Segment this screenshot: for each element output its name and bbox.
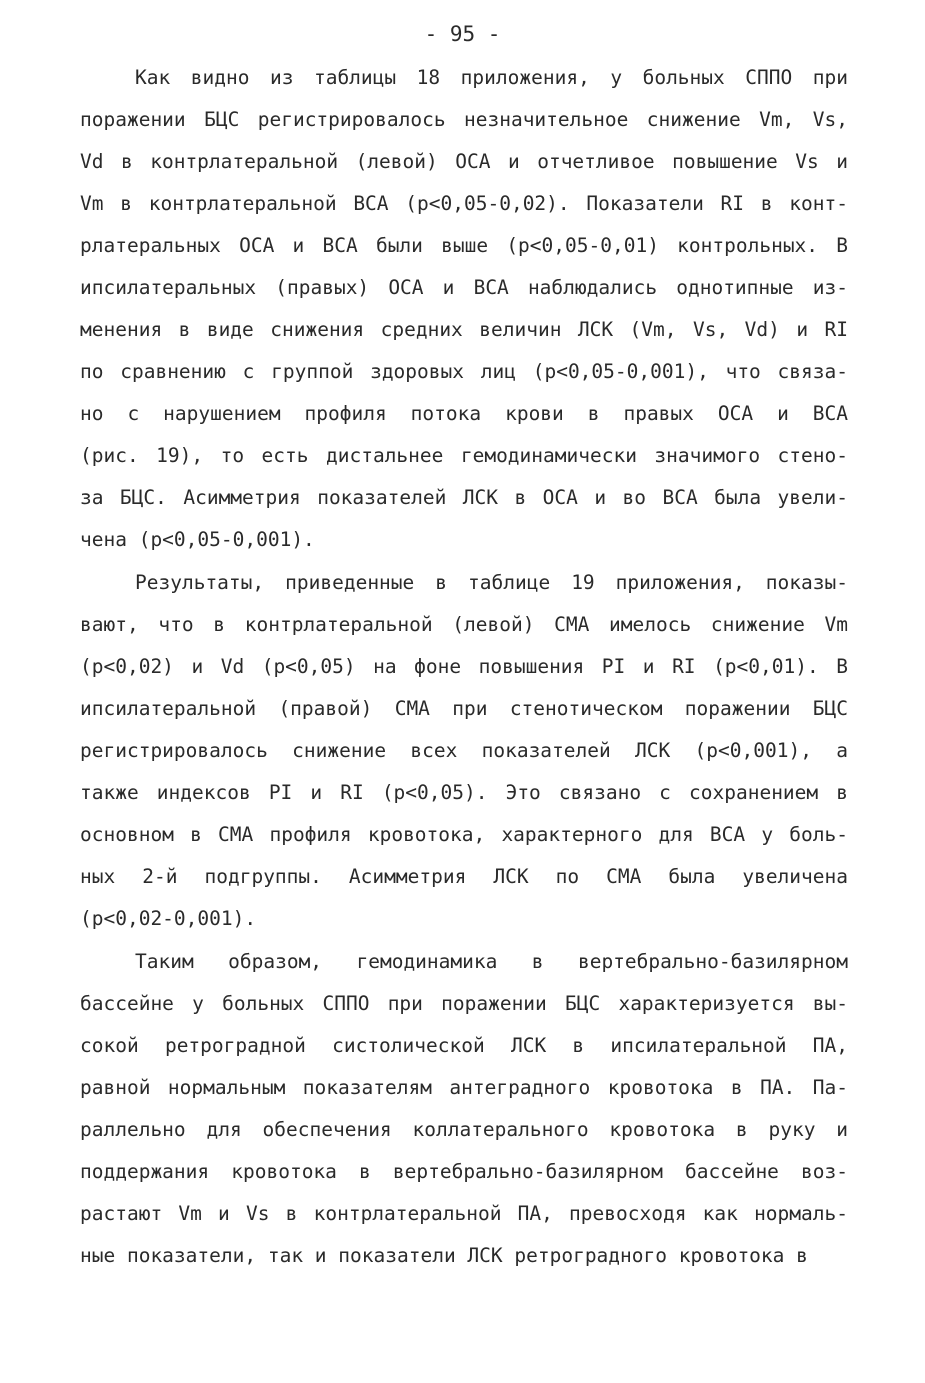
text-line: раллельно для обеспечения коллатерального кровотока в руку и: [80, 1118, 848, 1141]
text-line: Vd в контрлатеральной (левой) ОСА и отчетливое повышение Vs и: [80, 150, 848, 173]
text-line: поддержания кровотока в вертебрально-базилярном бассейне воз-: [80, 1160, 848, 1183]
text-line: также индексов PI и RI (p<0,05). Это связано с сохранением в: [80, 781, 848, 804]
text-line: ипсилатеральных (правых) ОСА и ВСА наблюдались однотипные из-: [80, 276, 848, 299]
text-line: ипсилатеральной (правой) СМА при стенотическом поражении БЦС: [80, 697, 848, 720]
text-line: по сравнению с группой здоровых лиц (p<0,05-0,001), что связа-: [80, 360, 848, 383]
text-line: Vm в контрлатеральной ВСА (p<0,05-0,02). Показатели RI в конт-: [80, 192, 848, 215]
text-line: менения в виде снижения средних величин ЛСК (Vm, Vs, Vd) и RI: [80, 318, 848, 341]
text-line: Как видно из таблицы 18 приложения, у больных СППО при: [135, 66, 848, 89]
text-line: Таким образом, гемодинамика в вертебрально-базилярном: [135, 950, 848, 973]
text-line: растают Vm и Vs в контрлатеральной ПА, превосходя как нормаль-: [80, 1202, 848, 1225]
text-line: (рис. 19), то есть дистальнее гемодинамически значимого стено-: [80, 444, 848, 467]
text-line: поражении БЦС регистрировалось незначительное снижение Vm, Vs,: [80, 108, 848, 131]
text-line: (p<0,02) и Vd (p<0,05) на фоне повышения PI и RI (p<0,01). В: [80, 655, 848, 678]
text-line: основном в СМА профиля кровотока, характерного для ВСА у боль-: [80, 823, 848, 846]
text-line: Результаты, приведенные в таблице 19 приложения, показы-: [135, 571, 848, 594]
text-line: (p<0,02-0,001).: [80, 907, 257, 930]
text-line: ные показатели, так и показатели ЛСК ретроградного кровотока в: [80, 1244, 808, 1267]
text-line: равной нормальным показателям антеградного кровотока в ПА. Па-: [80, 1076, 848, 1099]
text-line: бассейне у больных СППО при поражении БЦС характеризуется вы-: [80, 992, 848, 1015]
text-line: регистрировалось снижение всех показателей ЛСК (p<0,001), а: [80, 739, 848, 762]
page-number: - 95 -: [424, 22, 501, 46]
text-line: за БЦС. Асимметрия показателей ЛСК в ОСА и во ВСА была увели-: [80, 486, 848, 509]
text-line: чена (p<0,05-0,001).: [80, 528, 315, 551]
text-line: но с нарушением профиля потока крови в правых ОСА и ВСА: [80, 402, 848, 425]
text-line: сокой ретроградной систолической ЛСК в ипсилатеральной ПА,: [80, 1034, 848, 1057]
text-line: вают, что в контрлатеральной (левой) СМА имелось снижение Vm: [80, 613, 848, 636]
text-line: рлатеральных ОСА и ВСА были выше (p<0,05-0,01) контрольных. В: [80, 234, 848, 257]
text-line: ных 2-й подгруппы. Асимметрия ЛСК по СМА была увеличена: [80, 865, 848, 888]
